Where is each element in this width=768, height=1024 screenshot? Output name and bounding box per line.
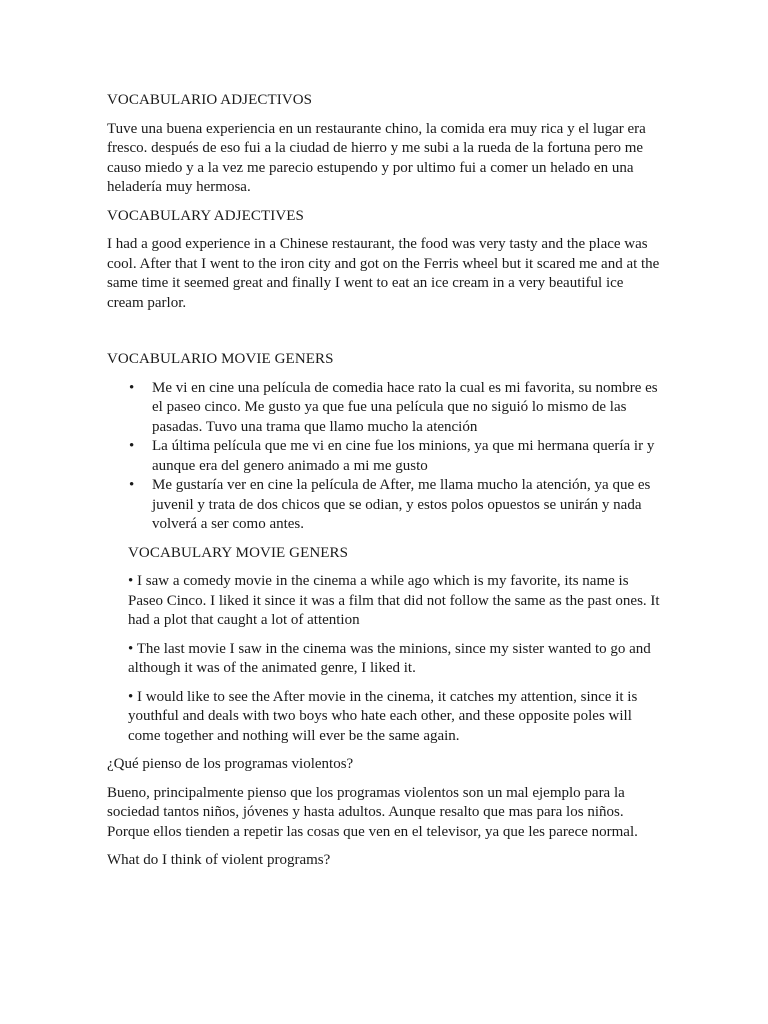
list-item-text: Me vi en cine una película de comedia hace rato la cual es mi favorita, su nombre es el paseo cinco. Me gusto ya que fue una película que no siguió lo mismo de las pasadas. Tuvo una trama que llamo mucho la atención [152,379,658,435]
movie-genres-spanish-heading: VOCABULARIO MOVIE GENERS [107,351,334,367]
movie-genres-english-item: • I would like to see the After movie in the cinema, it catches my attention, since it is youthful and deals with two boys who hate each other, and these opposite poles will come together and nothing will ever be the same again. [128,688,638,744]
adjectives-english-heading: VOCABULARY ADJECTIVES [107,207,304,224]
adjectives-spanish-paragraph: Tuve una buena experiencia en un restaurante chino, la comida era muy rica y el lugar era fresco. después de eso fui a la ciudad de hierro y me subi a la rueda de la fortuna pero me causo miedo y a la vez me parecio estupendo y por ultimo fui a comer un helado en una heladería muy hermosa. [107,120,646,195]
bullet-icon: • [129,477,135,493]
document-body [107,91,663,880]
adjectives-english-paragraph: I had a good experience in a Chinese restaurant, the food was very tasty and the place was cool. After that I went to the iron city and got on the Ferris wheel but it scared me and at the same time it seemed great and finally I went to eat an ice cream in a very beautiful ice cream parlor. [107,236,660,311]
list-item-text: La última película que me vi en cine fue los minions, ya que mi hermana quería ir y aunque era del genero animado a mi me gusto [152,438,655,474]
movie-genres-spanish-list [107,379,663,535]
movie-genres-english-section [107,544,663,747]
violent-programs-english-question: What do I think of violent programs? [107,852,331,868]
list-item-text: Me gustaría ver en cine la película de After, me llama mucho la atención, ya que es juvenil y trata de dos chicos que se odian, y estos polos opuestos se unirán y nada volverá a ser como antes. [152,477,651,532]
list-item [107,379,663,438]
bullet-icon: • [129,379,135,396]
movie-genres-english-item: • I saw a comedy movie in the cinema a while ago which is my favorite, its name is Paseo Cinco. I liked it since it was a film that did not follow the same as the past ones. It had a plot that caught a lot of attention [128,573,660,628]
list-item [107,437,663,476]
bullet-icon: • [129,438,135,454]
violent-programs-spanish-paragraph: Bueno, principalmente pienso que los programas violentos son un mal ejemplo para la sociedad tantos niños, jóvenes y hasta adultos. Aunque resalto que mas para los niños. Porque ellos tienden a repetir las cosas que ven en el televisor, ya que les parece normal. [107,784,638,840]
violent-programs-spanish-question: ¿Qué pienso de los programas violentos? [107,756,354,772]
adjectives-spanish-heading: VOCABULARIO ADJECTIVOS [107,92,313,108]
movie-genres-english-item: • The last movie I saw in the cinema was the minions, since my sister wanted to go and although it was of the animated genre, I liked it. [128,640,651,676]
movie-genres-english-heading: VOCABULARY MOVIE GENERS [128,544,349,561]
list-item [107,476,663,535]
section-spacer [107,322,663,350]
